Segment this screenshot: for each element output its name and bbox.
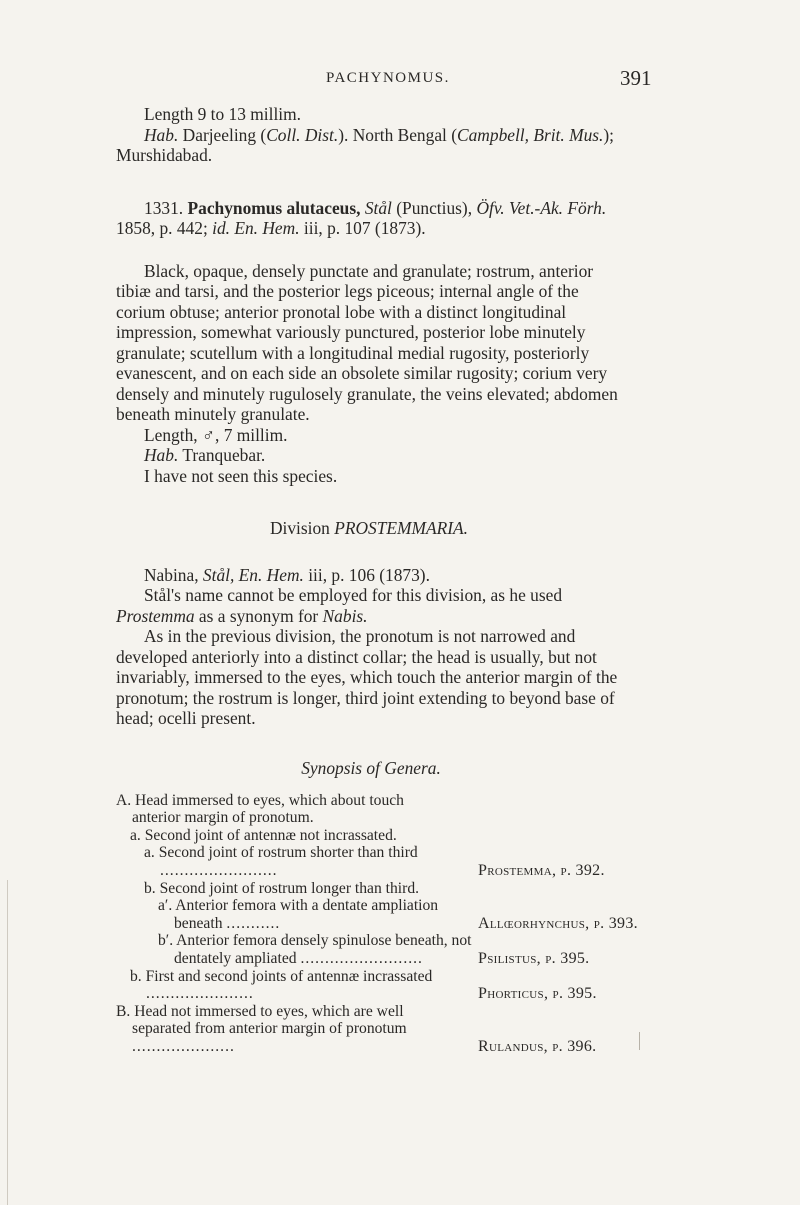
species-description: Black, opaque, densely punctate and granulate; rostrum, anterior tibiæ and tarsi, and the posterior legs piceous; internal angle of the corium obtuse; anterior pronotal lobe with a distinct longitudinal impression, somewhat variously punctured, posterior lobe minutely granulate; scutellum with a longitudinal medial rugosity, posteriorly evanescent, and on each side an obsolete similar rugosity; corium very densely and minutely rugulosely granulate, the veins elevated; abdomen beneath minutely granulate. — [116, 260, 618, 424]
key-text: b′. Anterior femora densely spinulose beneath, not dentately ampliated — [158, 932, 472, 967]
synonym-text: iii, p. 106 (1873). — [303, 564, 430, 585]
species-number: 1331. — [144, 197, 184, 218]
binding-gutter-line — [7, 880, 8, 1205]
paragraph-text: Stål's name cannot be employed for this division, as he used — [144, 585, 563, 605]
species-note: I have not seen this species. — [144, 465, 338, 486]
genus-psilistus: Psilistus, p. 395. — [478, 949, 590, 967]
key-entry-b — [116, 968, 446, 1003]
genus-prostemma: Prostemma, p. 392. — [478, 861, 605, 879]
hab-label: Hab. — [144, 445, 179, 465]
genus-rulandus: Rulandus, p. 396. — [478, 1037, 597, 1055]
key-entry-a-i — [116, 844, 460, 879]
synopsis-of-genera — [116, 758, 638, 1056]
key-text: B. Head not immersed to eyes, which are well separated from anterior margin of pronotum — [116, 1002, 407, 1038]
hab-label: Hab. — [144, 124, 179, 145]
hab-text: ); Murshidabad. — [116, 124, 615, 165]
key-entry-A: A. Head immersed to eyes, which about touch anterior margin of pronotum. — [116, 791, 404, 827]
key-row — [116, 897, 638, 932]
key-text: a′. Anterior femora with a dentate ampliation beneath — [158, 897, 439, 932]
key-row — [116, 827, 626, 845]
species-habitat — [116, 445, 622, 466]
species-length: Length, ♂, 7 millim. — [144, 424, 288, 445]
species-ref: 1858, p. 442; — [116, 218, 213, 238]
genus-alloeorhynchus: Allœorhynchus, p. 393. — [478, 914, 638, 932]
species-ref: iii, p. 107 (1873). — [299, 218, 426, 238]
hab-collection: Coll. Dist. — [266, 124, 339, 145]
leader-dots: ..................... — [132, 1037, 235, 1055]
species-author: Stål — [364, 197, 392, 218]
print-mark — [639, 1032, 640, 1050]
key-entry-a-ii — [116, 897, 474, 932]
key-row — [116, 968, 626, 1003]
key-text: b. First and second joints of antennæ incrassated — [130, 967, 433, 985]
hab-source: Campbell, Brit. Mus. — [457, 124, 604, 145]
genus-italic: Nabis. — [322, 605, 368, 626]
division-name: PROSTEMMARIA. — [334, 518, 469, 538]
division-paragraph: As in the previous division, the pronotum is not narrowed and developed anteriorly into a distinct collar; the head is usually, but not invariably, immersed to the eyes, which touch the anterior margin of the pronotum; the rostrum is longer, third joint extending to beyond base of head; ocelli present. — [116, 626, 618, 728]
synonym-work: Stål, En. Hem. — [202, 564, 304, 585]
page-number: 391 — [620, 66, 652, 90]
species-heading — [116, 198, 622, 239]
running-title: PACHYNOMUS. — [326, 70, 450, 86]
key-row — [116, 844, 626, 879]
division-synonym — [116, 565, 622, 586]
leader-dots: ........... — [226, 914, 281, 932]
key-row — [116, 792, 626, 827]
key-row — [116, 880, 626, 898]
key-row — [116, 1003, 626, 1056]
key-entry-b-ii — [116, 932, 474, 967]
species-ref: (Punctius), — [391, 197, 477, 218]
key-entry-a: a. Second joint of antennæ not incrassated. — [130, 826, 397, 844]
synopsis-title-text: Synopsis of Genera. — [301, 758, 441, 778]
hab-text: Tranquebar. — [178, 445, 266, 465]
division-heading — [116, 518, 622, 539]
habitat-paragraph — [116, 125, 622, 166]
synonym-text: Nabina, — [144, 564, 203, 585]
leader-dots: ......................... — [300, 949, 423, 967]
hab-text: Darjeeling ( — [178, 124, 267, 145]
leader-dots: ...................... — [146, 985, 254, 1003]
hab-text: ). North Bengal ( — [338, 124, 458, 145]
species-name: Pachynomus alutaceus, — [187, 197, 361, 218]
key-entry-b-i: b. Second joint of rostrum longer than third. — [144, 879, 420, 897]
paragraph-text: as a synonym for — [194, 605, 323, 626]
species-ref-work: id. En. Hem. — [212, 218, 300, 238]
leader-dots: ........................ — [160, 861, 278, 879]
division-paragraph — [116, 585, 622, 626]
key-entry-B — [116, 1003, 432, 1056]
species-ref-journal: Öfv. Vet.-Ak. Förh. — [476, 197, 607, 218]
division-prefix: Division — [269, 518, 335, 538]
genus-phorticus: Phorticus, p. 395. — [478, 985, 597, 1003]
page-body — [116, 104, 622, 729]
genus-italic: Prostemma — [116, 605, 195, 626]
length-line: Length 9 to 13 millim. — [144, 104, 301, 124]
key-row — [116, 932, 626, 967]
key-text: a. Second joint of rostrum shorter than third — [144, 844, 418, 862]
synopsis-title — [116, 760, 626, 778]
